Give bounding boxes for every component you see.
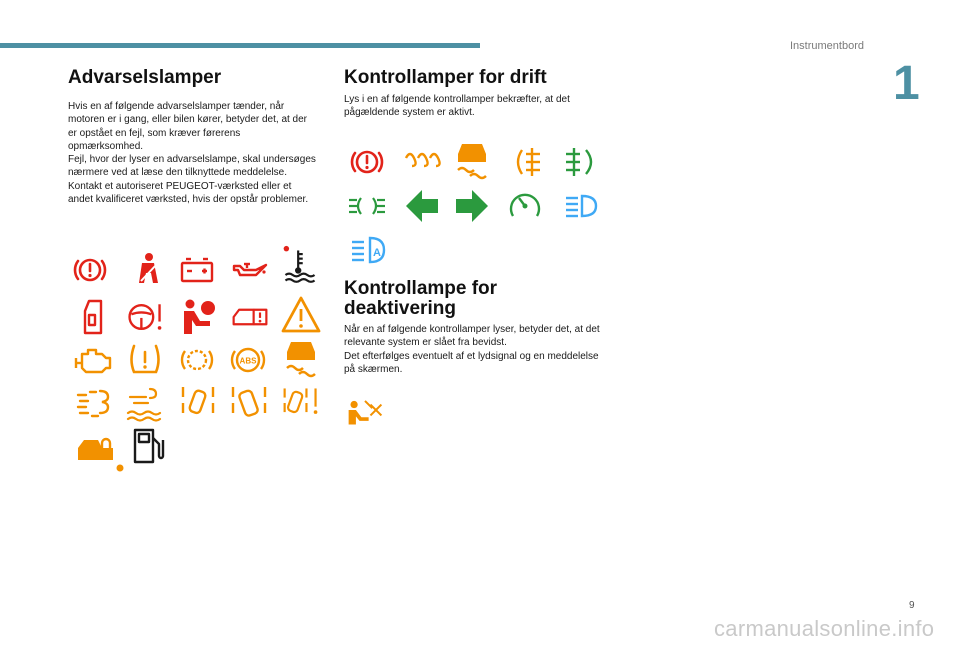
front-fog-icon: [562, 142, 602, 182]
paragraph: Når en af følgende kontrollamper lyser, betyder det, at det relevante system er slået fra bevidst.: [344, 324, 600, 349]
coolant-temperature-icon: [280, 245, 320, 285]
watermark: carmanualsonline.info: [714, 616, 935, 641]
sidelights-icon: [347, 186, 387, 226]
deactivation-lamp-title: Kontrollampe for deaktivering: [344, 278, 498, 319]
header-accent-bar: [0, 43, 480, 48]
svg-text:A: A: [373, 247, 381, 259]
steering-warning-icon: [125, 297, 165, 337]
alarm-lock-icon: [74, 428, 114, 468]
turn-right-icon: [452, 186, 492, 226]
fuel-warning-dot-icon: [110, 458, 130, 478]
brake-pads-icon: [177, 340, 217, 380]
page-number: 9: [909, 600, 915, 611]
abs-icon: [228, 340, 268, 380]
seatbelt-icon: [128, 250, 168, 290]
glow-plug-icon: [402, 142, 442, 182]
battery-icon: [177, 250, 217, 290]
warning-lamps-title: Advarselslamper: [68, 67, 222, 88]
paragraph: Det efterfølges eventuelt af et lydsignal og en meddelelse på skærmen.: [344, 350, 599, 375]
paragraph: Hvis en af følgende advarselslamper tænder, når motoren er i gang, eller bilen kører, betyder det, at der er opstået en fejl, som kræver førerens opmærksomhed.: [68, 101, 308, 152]
warning-triangle-icon: [281, 295, 321, 335]
water-in-diesel-icon: [124, 383, 164, 423]
main-beam-icon: [562, 186, 602, 226]
distance-alert-icon: [281, 383, 321, 423]
brake-warning-icon: [70, 250, 110, 290]
passenger-airbag-off-icon: [345, 390, 385, 430]
oil-pressure-icon: [230, 250, 270, 290]
rear-fog-icon: [508, 142, 548, 182]
cruise-control-icon: [505, 186, 545, 226]
operation-lamps-text: Lys i en af følgende kontrollamper bekræfter, at det pågældende system er aktivt.: [344, 94, 570, 119]
chapter-number: 1: [893, 57, 920, 110]
airbag-icon: [178, 297, 218, 337]
warning-lamps-text: [68, 100, 318, 206]
turn-left-icon: [402, 186, 442, 226]
operation-lamps-title: Kontrollamper for drift: [344, 67, 547, 88]
engine-check-icon: [74, 340, 114, 380]
tyre-pressure-icon: [125, 340, 165, 380]
esp-skid-icon: [281, 338, 321, 378]
svg-text:ABS: ABS: [239, 356, 257, 366]
esp-active-icon: [452, 140, 492, 180]
lane-departure-icon: [178, 383, 218, 423]
service-warning-icon: [230, 297, 270, 337]
brake-green-icon: [347, 142, 387, 182]
fuel-level-icon: [127, 426, 167, 466]
deactivation-lamp-text: [344, 323, 604, 376]
paragraph: Fejl, hvor der lyser en advarselslampe, skal undersøges nærmere ved at læse den tilknyttede meddelelse.: [68, 154, 316, 179]
active-safety-brake-icon: [229, 383, 269, 423]
preheating-icon: [74, 383, 114, 423]
paragraph: Kontakt et autoriseret PEUGEOT-værksted eller et andet kvalificeret værksted, hvis der opstår problemer.: [68, 180, 309, 206]
section-label: Instrumentbord: [790, 40, 864, 52]
auto-main-beam-icon: [350, 232, 390, 272]
door-open-icon: [75, 297, 115, 337]
